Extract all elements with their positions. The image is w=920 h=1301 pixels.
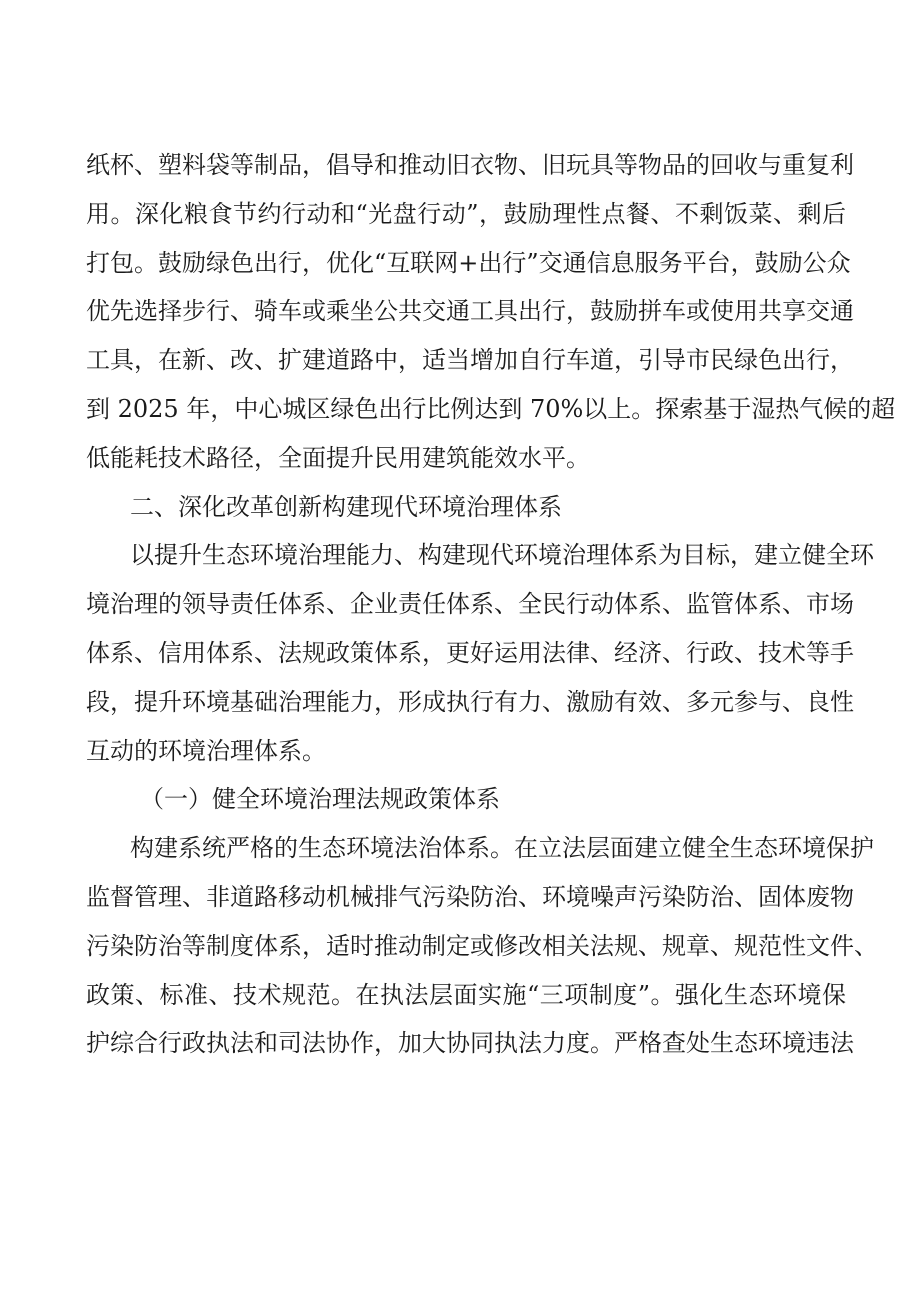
- text-line: 工具，在新、改、扩建道路中，适当增加自行车道，引导市民绿色出行，: [86, 346, 854, 375]
- text-line: 用。深化粮食节约行动和“光盘行动”，鼓励理性点餐、不剩饭菜、剩后: [86, 199, 846, 228]
- text-line: 政策、标准、技术规范。在执法层面实施“三项制度”。强化生态环境保: [86, 980, 846, 1009]
- text-line: 打包。鼓励绿色出行，优化“互联网+出行”交通信息服务平台，鼓励公众: [86, 248, 851, 277]
- section-heading: 二、深化改革创新构建现代环境治理体系: [130, 492, 562, 521]
- text-line: 构建系统严格的生态环境法治体系。在立法层面建立健全生态环境保护: [130, 834, 874, 863]
- paragraph-legal-system: [86, 824, 878, 1068]
- paragraph-green-lifestyle: [86, 141, 896, 483]
- text-line: 互动的环境治理体系。: [86, 736, 326, 765]
- text-line: 体系、信用体系、法规政策体系，更好运用法律、经济、行政、技术等手: [86, 638, 854, 667]
- text-line: 监督管理、非道路移动机械排气污染防治、环境噪声污染防治、固体废物: [86, 882, 854, 911]
- text-line: 境治理的领导责任体系、企业责任体系、全民行动体系、监管体系、市场: [86, 590, 854, 619]
- text-line: 污染防治等制度体系，适时推动制定或修改相关法规、规章、规范性文件、: [86, 931, 878, 960]
- text-line: 护综合行政执法和司法协作，加大协同执法力度。严格查处生态环境违法: [86, 1029, 854, 1058]
- text-line: 以提升生态环境治理能力、构建现代环境治理体系为目标，建立健全环: [130, 541, 874, 570]
- text-line: 低能耗技术路径，全面提升民用建筑能效水平。: [86, 443, 590, 472]
- text-line: 到 2025 年，中心城区绿色出行比例达到 70%以上。探索基于湿热气候的超: [86, 394, 896, 423]
- subsection-heading: （一）健全环境治理法规政策体系: [140, 785, 500, 814]
- paragraph-governance-system: [86, 531, 874, 775]
- text-line: 优先选择步行、骑车或乘坐公共交通工具出行，鼓励拼车或使用共享交通: [86, 297, 854, 326]
- text-line: 段，提升环境基础治理能力，形成执行有力、激励有效、多元参与、良性: [86, 687, 854, 716]
- text-line: 纸杯、塑料袋等制品，倡导和推动旧衣物、旧玩具等物品的回收与重复利: [86, 151, 854, 179]
- document-body: [86, 141, 896, 1068]
